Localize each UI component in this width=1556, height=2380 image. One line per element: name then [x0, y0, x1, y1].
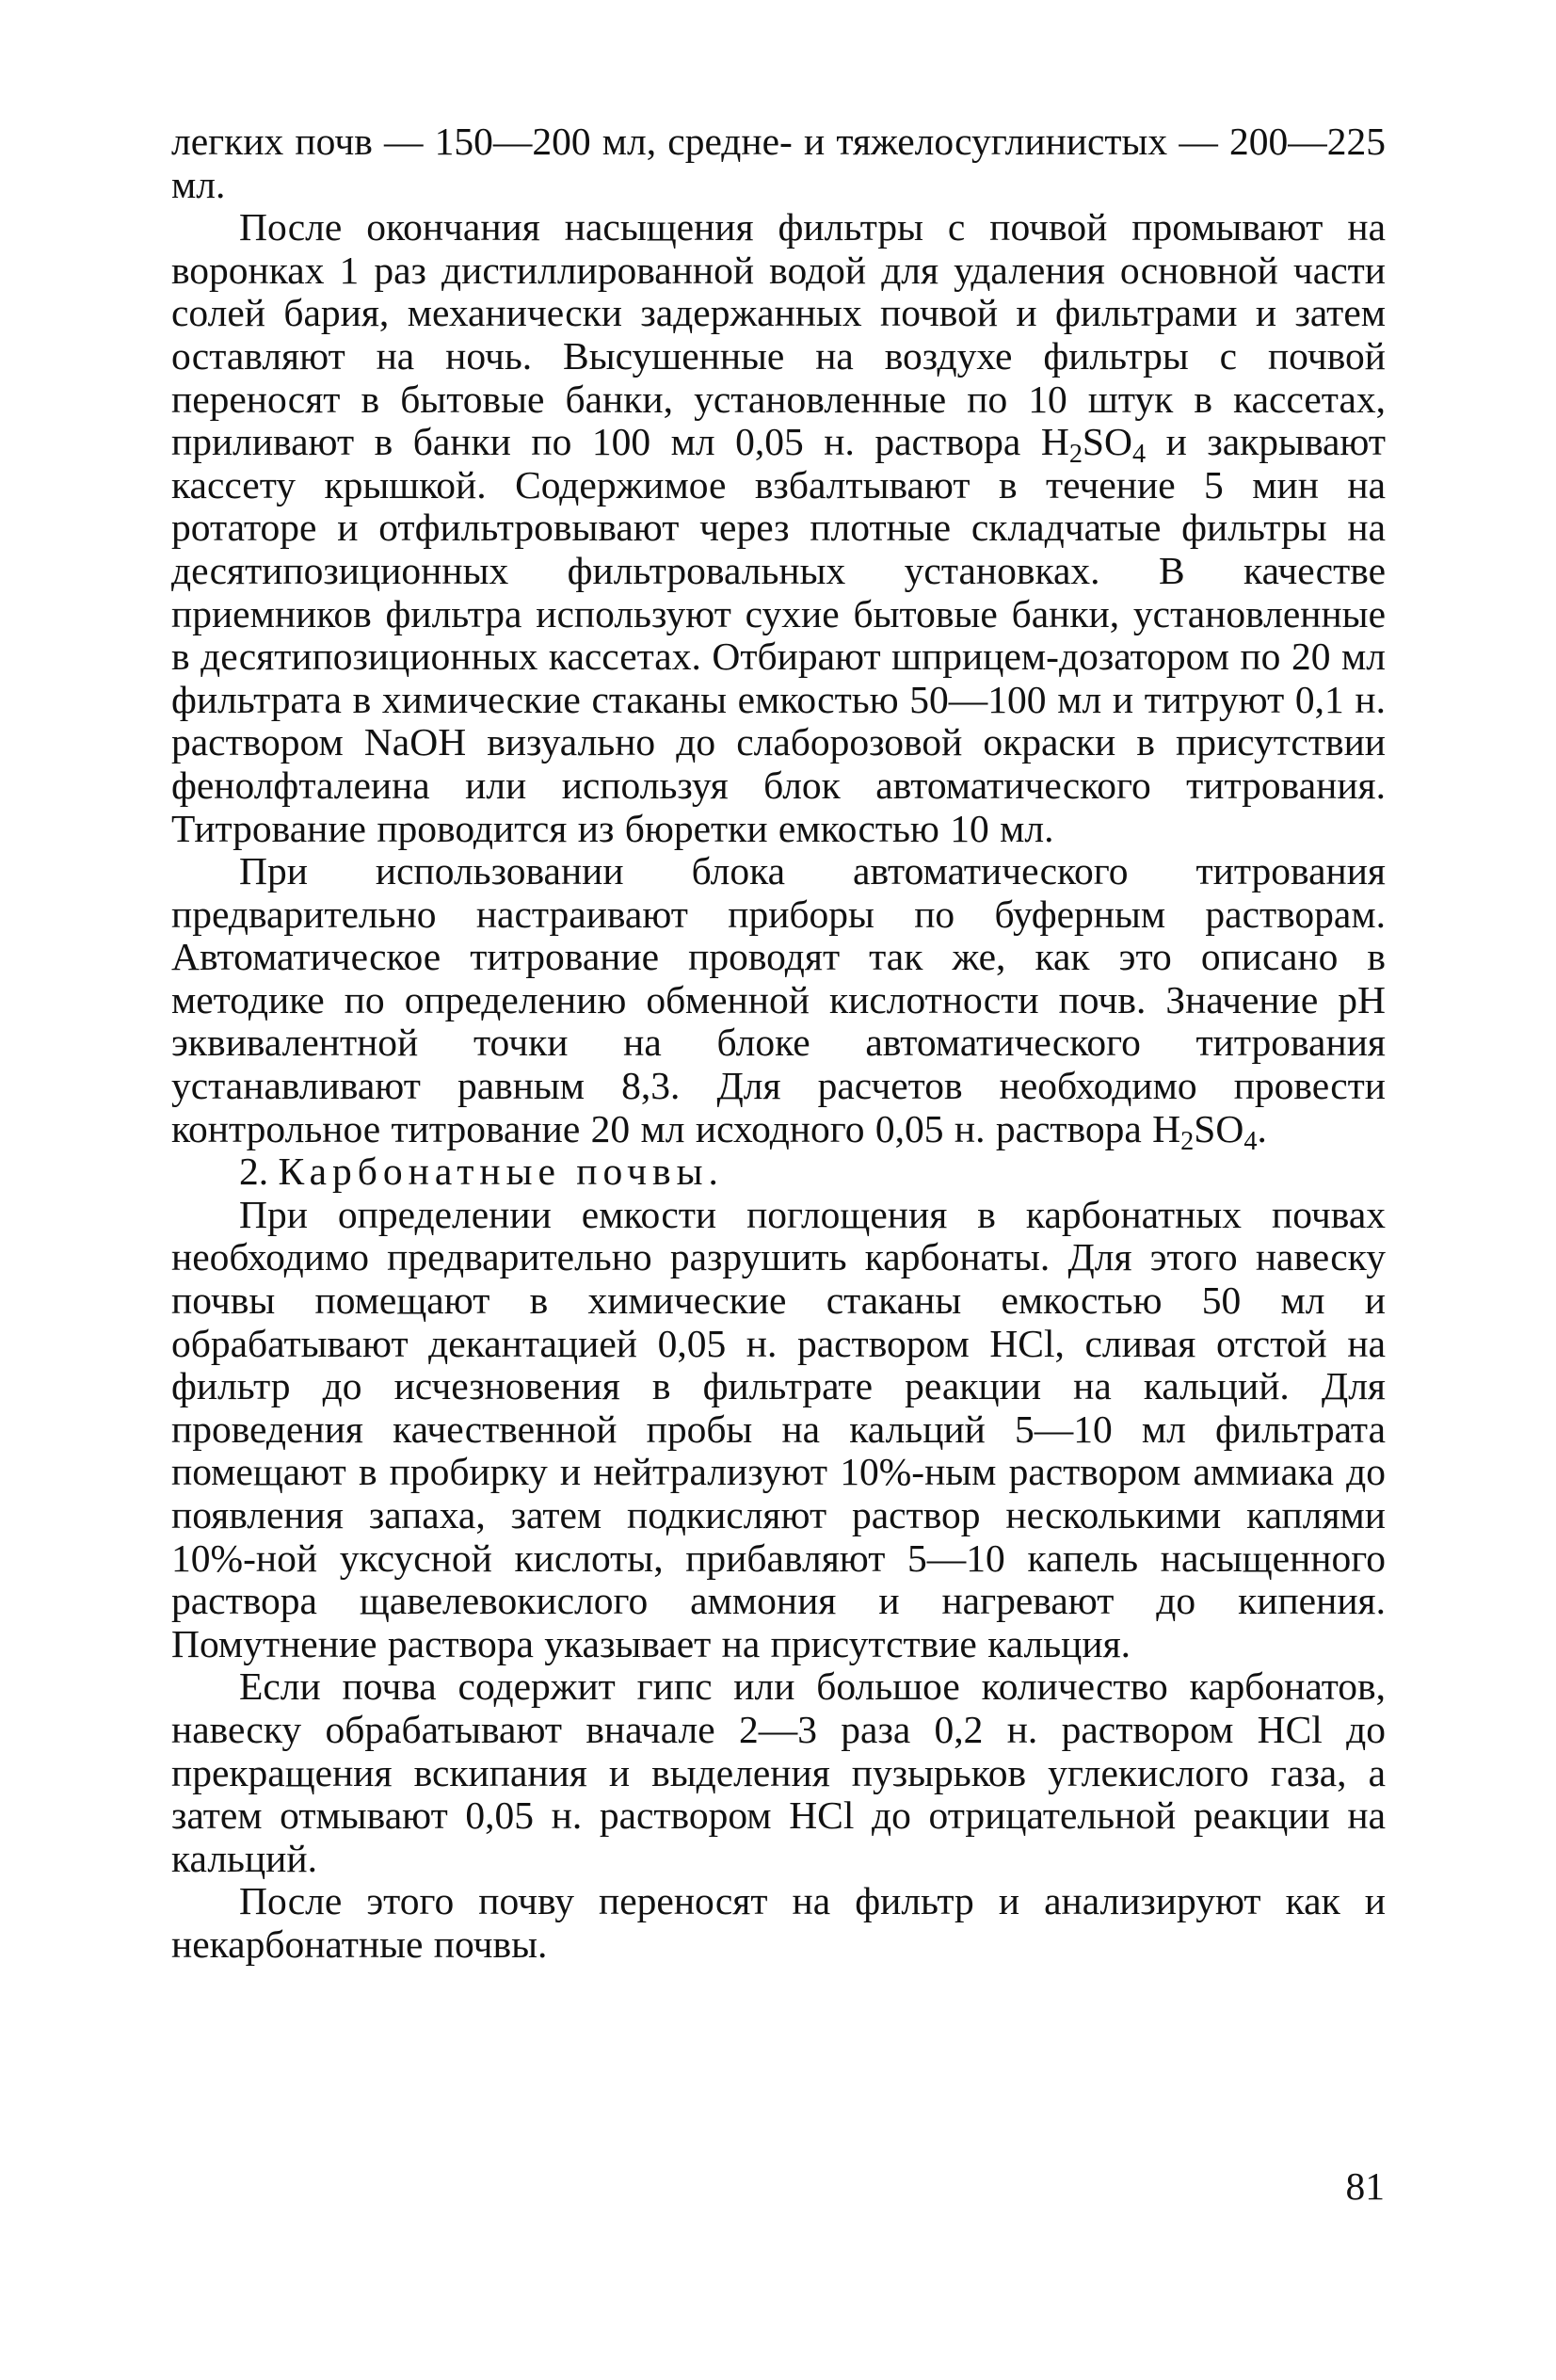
page-body — [171, 121, 1386, 1967]
text-run: SO — [1082, 420, 1132, 464]
text-run: SO — [1194, 1106, 1244, 1150]
text-run: . — [1257, 1106, 1267, 1150]
page-number: 81 — [1345, 2164, 1385, 2208]
text-run: При использовании блока автоматического титрования предварительно настраивают приборы по буферным растворам. Автоматическое титрование проводят так же, как это описано в методике по определению обменной кислотности почв. Значение pH эквивалентной точки на блоке автоматического титрования устанавливают равным 8,3. Для расчетов необходимо провести контрольное титрование 20 мл исходного 0,05 н. раствора H — [171, 849, 1386, 1150]
section-number: 2. — [239, 1150, 269, 1194]
section-title: Карбонатные почвы. — [278, 1150, 724, 1194]
text-run: После окончания насыщения фильтры с почвой промывают на воронках 1 раз дистиллированной водой для удаления основной части солей бария, механически задержанных почвой и фильтрами и затем оставляют на ночь. Высушенные на воздухе фильтры с почвой переносят в бытовые банки, установленные по 10 штук в кассетах, приливают в банки по 100 мл 0,05 н. раствора H — [171, 205, 1386, 464]
paragraph-gypsum-treatment: Если почва содержит гипс или большое количество карбонатов, навеску обрабатывают вначале 2—3 раза 0,2 н. раствором HCl до прекращения вскипания и выделения пузырьков углекислого газа, а затем отмывают 0,05 н. раствором HCl до отрицательной реакции на кальций. — [171, 1664, 1386, 1880]
subscript: 2 — [1180, 1126, 1195, 1156]
paragraph-continuation: легких почв — 150—200 мл, средне- и тяжелосуглинистых — 200—225 мл. — [171, 120, 1386, 206]
subscript: 4 — [1243, 1126, 1258, 1156]
paragraph-filter-washing — [171, 206, 1386, 850]
paragraph-automatic-titration — [171, 849, 1386, 1156]
section-heading — [171, 1150, 1386, 1194]
paragraph-final-step: После этого почву переносят на фильтр и анализируют как и некарбонатные почвы. — [171, 1879, 1386, 1966]
subscript: 2 — [1068, 440, 1083, 470]
subscript: 4 — [1131, 440, 1147, 470]
text-run: и закрывают кассету крышкой. Содержимое взбалтывают в течение 5 мин на ротаторе и отфильтровывают через плотные складчатые фильтры на десятипозиционных фильтровальных установках. В качестве приемников фильтра используют сухие бытовые банки, установленные в десятипозиционных кассетах. Отбирают шприцем-дозатором по 20 мл фильтрата в химические стаканы емкостью 50—100 мл и титруют 0,1 н. раствором NaOH визуально до слаборозовой окраски в присутствии фенолфталеина или используя блок автоматического титрования. Титрование проводится из бюретки емкостью 10 мл. — [171, 420, 1386, 850]
paragraph-carbonate-destruction: При определении емкости поглощения в карбонатных почвах необходимо предварительно разрушить карбонаты. Для этого навеску почвы помещают в химические стаканы емкостью 50 мл и обрабатывают декантацией 0,05 н. раствором HCl, сливая отстой на фильтр до исчезновения в фильтрате реакции на кальций. Для проведения качественной пробы на кальций 5—10 мл фильтрата помещают в пробирку и нейтрализуют 10%-ным раствором аммиака до появления запаха, затем подкисляют раствор несколькими каплями 10%-ной уксусной кислоты, прибавляют 5—10 капель насыщенного раствора щавелевокислого аммония и нагревают до кипения. Помутнение раствора указывает на присутствие кальция. — [171, 1192, 1386, 1665]
